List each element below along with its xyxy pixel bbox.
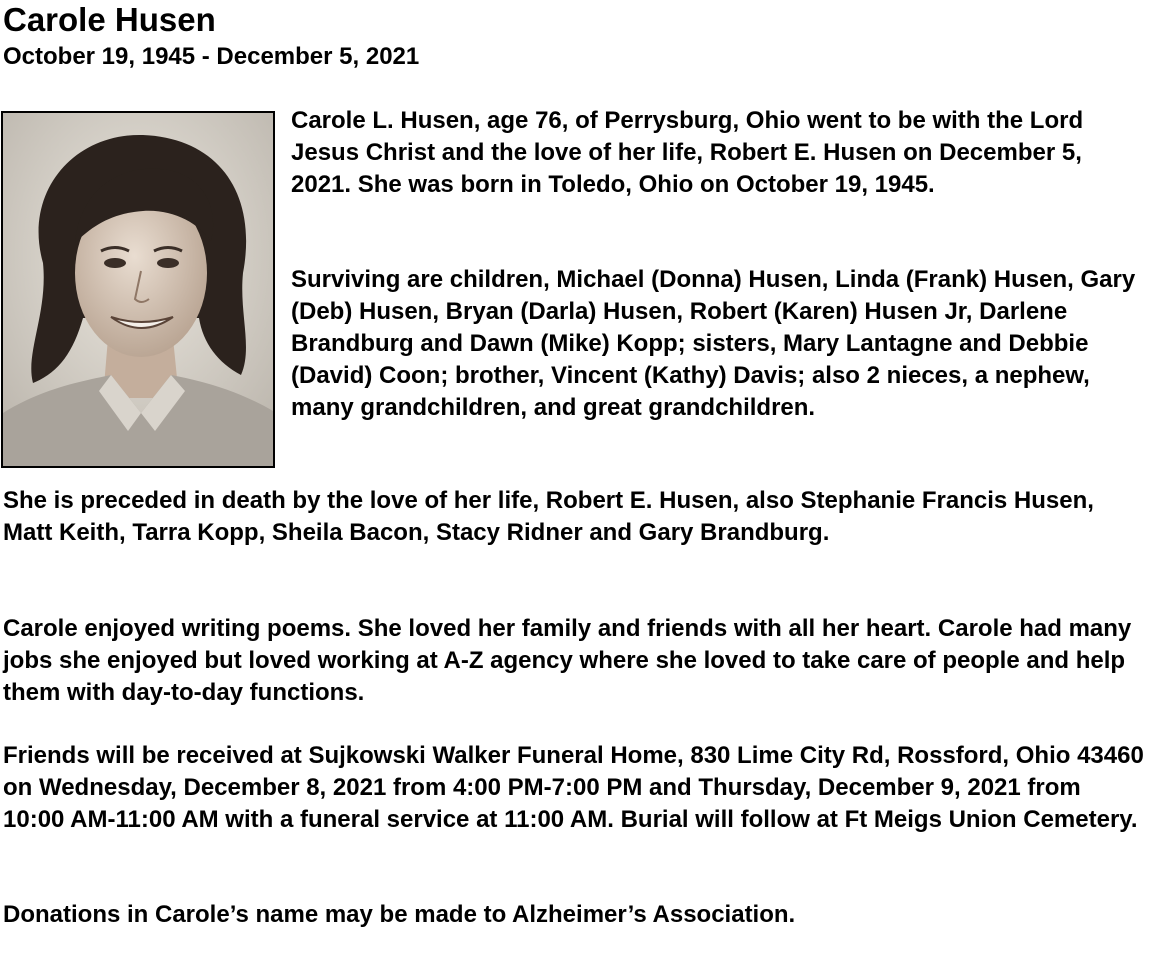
life-paragraph: Carole enjoyed writing poems. She loved her family and friends with all her heart. Carole had many jobs she enjoyed but loved working at A-Z agency where she loved to take care of people and help them with day-to-day functions. xyxy=(3,615,1132,706)
preceded-paragraph: She is preceded in death by the love of her life, Robert E. Husen, also Stephanie Francis Husen, Matt Keith, Tarra Kopp, Sheila Bacon, Stacy Ridner and Gary Brandburg. xyxy=(3,487,1094,546)
obituary-name: Carole Husen xyxy=(3,1,216,38)
portrait-photo xyxy=(1,111,275,468)
life-dates: October 19, 1945 - December 5, 2021 xyxy=(3,43,420,70)
donations-paragraph: Donations in Carole’s name may be made to Alzheimer’s Association. xyxy=(3,901,796,928)
announcement-paragraph: Carole L. Husen, age 76, of Perrysburg, Ohio went to be with the Lord Jesus Christ and the love of her life, Robert E. Husen on December 5, 2021. She was born in Toledo, Ohio on October 19, 1945. xyxy=(291,107,1084,198)
services-paragraph: Friends will be received at Sujkowski Walker Funeral Home, 830 Lime City Rd, Rossford, Ohio 43460 on Wednesday, December 8, 2021 from 4:00 PM-7:00 PM and Thursday, December 9, 2021 from 10:00 AM-11:00 AM with a funeral service at 11:00 AM. Burial will follow at Ft Meigs Union Cemetery. xyxy=(3,742,1144,833)
portrait-photo-icon xyxy=(3,113,273,466)
survivors-paragraph: Surviving are children, Michael (Donna) Husen, Linda (Frank) Husen, Gary (Deb) Husen, Bryan (Darla) Husen, Robert (Karen) Husen Jr, Darlene Brandburg and Dawn (Mike) Kopp; sisters, Mary Lantagne and Debbie (David) Coon; brother, Vincent (Kathy) Davis; also 2 nieces, a nephew, many grandchildren, and great grandchildren. xyxy=(291,266,1136,421)
